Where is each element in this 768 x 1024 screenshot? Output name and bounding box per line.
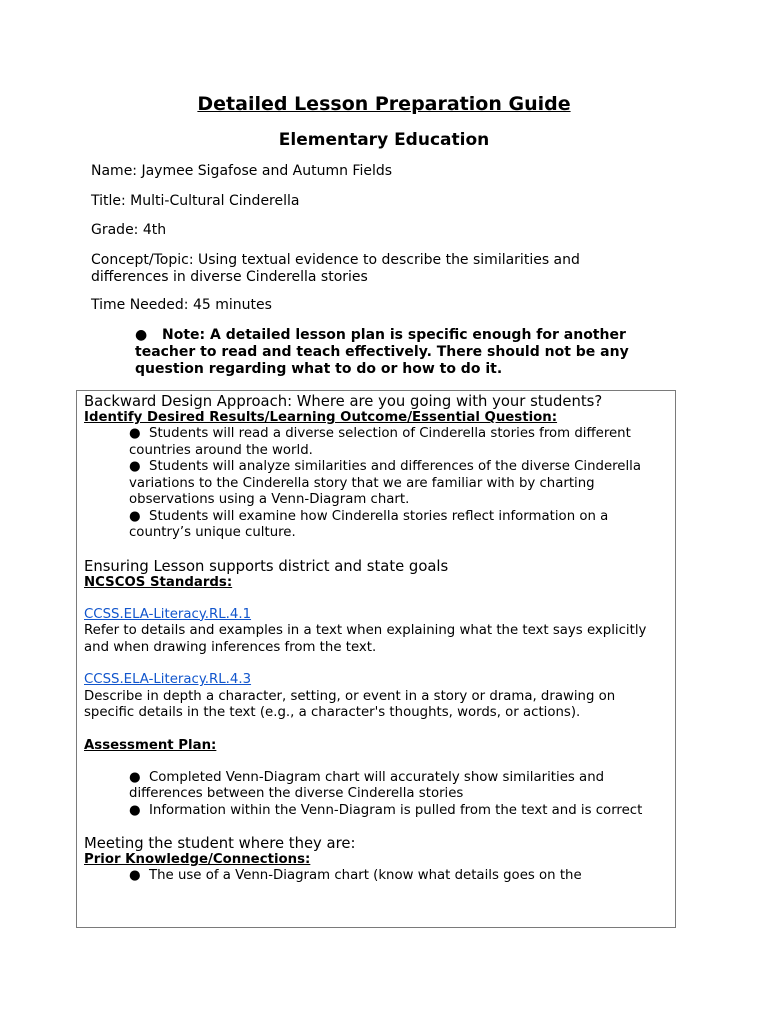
bullet-icon: ●	[129, 426, 141, 441]
standard-link[interactable]: CCSS.ELA-Literacy.RL.4.3	[84, 672, 252, 687]
list-item	[84, 426, 668, 459]
title-field: Title: Multi-Cultural Cinderella	[91, 193, 300, 209]
list-item	[84, 509, 668, 542]
name-field: Name: Jaymee Sigafose and Autumn Fields	[91, 163, 393, 179]
page-title: Detailed Lesson Preparation Guide	[197, 93, 571, 115]
bullet-icon: ●	[135, 327, 148, 343]
list-item	[84, 803, 668, 820]
standard-item	[84, 607, 668, 657]
page-subtitle: Elementary Education	[278, 130, 490, 150]
list-item	[84, 459, 668, 509]
lesson-plan-box	[76, 390, 676, 928]
list-item	[84, 868, 668, 885]
note-paragraph	[135, 327, 665, 378]
district-goals-heading: Ensuring Lesson supports district and state goals	[84, 557, 449, 575]
bullet-icon: ●	[129, 802, 141, 818]
standard-link[interactable]: CCSS.ELA-Literacy.RL.4.1	[84, 606, 252, 622]
prior-knowledge-text: The use of a Venn-Diagram chart (know what details goes on the	[149, 868, 582, 883]
note-text: Note: A detailed lesson plan is specific enough for another teacher to read and teach effectively. There should not be any question regarding what to do or how to do it.	[135, 327, 629, 377]
desired-results-heading: Identify Desired Results/Learning Outcome/Essential Question:	[84, 410, 558, 425]
backward-design-heading: Backward Design Approach: Where are you going with your students?	[84, 393, 603, 410]
outcome-text: Students will examine how Cinderella stories reflect information on a country’s unique culture.	[129, 508, 609, 540]
assessment-text: Information within the Venn-Diagram is pulled from the text and is correct	[149, 802, 643, 818]
time-field: Time Needed: 45 minutes	[91, 297, 272, 313]
standard-item	[84, 672, 668, 722]
concept-field: Concept/Topic: Using textual evidence to describe the similarities and differences in diverse Cinderella stories	[91, 252, 580, 285]
outcome-text: Students will read a diverse selection of Cinderella stories from different countries around the world.	[129, 426, 631, 458]
standard-text: Refer to details and examples in a text when explaining what the text says explicitly and when drawing inferences from the text.	[84, 623, 647, 655]
meeting-student-heading: Meeting the student where they are:	[84, 835, 356, 852]
ncscos-standards-heading: NCSCOS Standards:	[84, 574, 233, 590]
bullet-icon: ●	[129, 769, 141, 785]
list-item	[84, 770, 668, 803]
bullet-icon: ●	[129, 868, 141, 883]
prior-knowledge-heading: Prior Knowledge/Connections:	[84, 852, 311, 867]
assessment-plan-heading: Assessment Plan:	[84, 737, 217, 753]
assessment-text: Completed Venn-Diagram chart will accurately show similarities and differences between the diverse Cinderella stories	[129, 769, 605, 801]
standard-text: Describe in depth a character, setting, or event in a story or drama, drawing on specific details in the text (e.g., a character's thoughts, words, or actions).	[84, 688, 616, 720]
bullet-icon: ●	[129, 459, 141, 474]
outcome-text: Students will analyze similarities and differences of the diverse Cinderella variations to the Cinderella story that we are familiar with by charting observations using a Venn-Diagram chart.	[129, 459, 642, 507]
grade-field: Grade: 4th	[91, 222, 167, 238]
bullet-icon: ●	[129, 508, 141, 524]
